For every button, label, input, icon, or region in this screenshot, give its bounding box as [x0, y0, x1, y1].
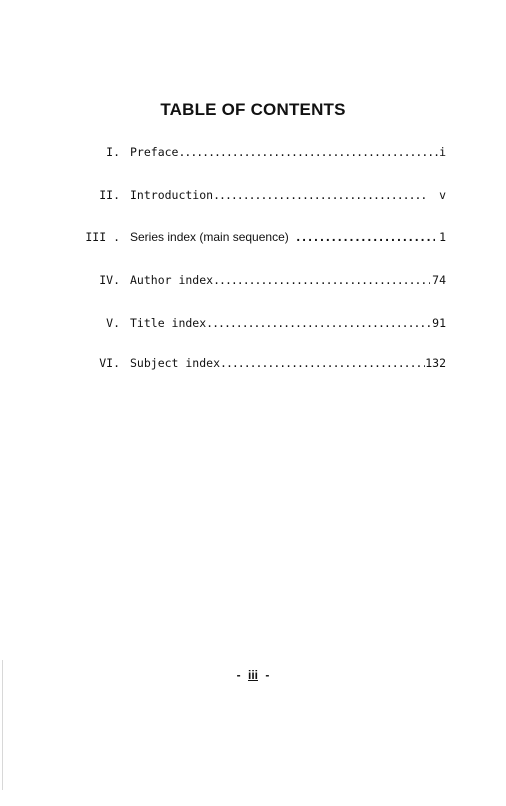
toc-dot-leader — [220, 356, 425, 370]
footer-dash: - — [236, 668, 241, 682]
toc-entry-number: III . — [85, 230, 120, 244]
toc-entry-author-index — [80, 273, 446, 291]
toc-entry-number: VI. — [99, 356, 120, 370]
toc-entry-page: i — [439, 145, 446, 159]
toc-dot-leader — [213, 273, 430, 287]
toc-dot-leader — [295, 230, 435, 244]
toc-entry-subject-index — [80, 356, 446, 374]
toc-dot-leader — [206, 316, 430, 330]
toc-entry-preface — [80, 145, 446, 163]
page-footer — [0, 668, 506, 682]
toc-entry-page: 91 — [432, 316, 446, 330]
toc-entry-label: Title index — [130, 316, 207, 330]
toc-entry-label: Author index — [130, 273, 214, 287]
toc-entry-introduction — [80, 188, 446, 206]
toc-entry-label: Subject index — [130, 356, 221, 370]
toc-dot-leader — [213, 188, 429, 202]
toc-entry-number: V. — [106, 316, 120, 330]
toc-entry-label: Series index (main sequence) — [130, 230, 289, 244]
toc-entry-label: Introduction — [130, 188, 214, 202]
toc-entry-page: v — [439, 188, 446, 202]
toc-entry-page: 74 — [432, 273, 446, 287]
page-title: TABLE OF CONTENTS — [160, 100, 346, 119]
page-number: iii — [247, 668, 258, 682]
toc-dot-leader — [178, 145, 439, 159]
footer-dash: - — [265, 668, 270, 682]
toc-entry-number: IV. — [99, 273, 120, 287]
toc-entry-page: 1 — [439, 230, 446, 244]
toc-entry-number: I. — [106, 145, 120, 159]
toc-entry-title-index — [80, 316, 446, 334]
toc-entry-page: 132 — [425, 356, 446, 370]
toc-entry-series-index — [80, 230, 446, 248]
toc-entry-number: II. — [99, 188, 120, 202]
toc-entry-label: Preface — [130, 145, 179, 159]
